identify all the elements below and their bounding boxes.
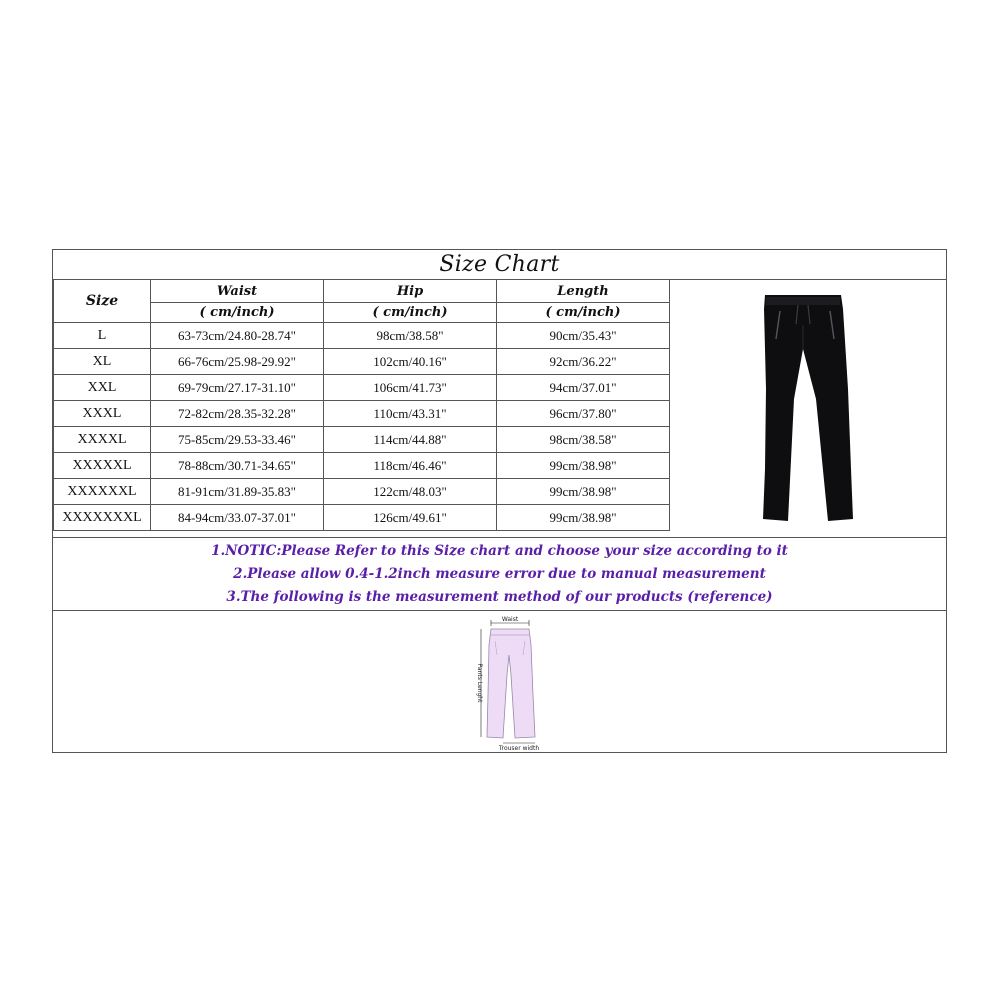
measurement-diagram xyxy=(463,615,563,751)
waist-cell: 75-85cm/29.53-33.46" xyxy=(151,427,324,453)
length-cell: 99cm/38.98" xyxy=(497,505,670,531)
unit-hip: ( cm/inch) xyxy=(324,303,497,323)
size-cell: XXXXXXXL xyxy=(54,505,151,531)
hip-cell: 122cm/48.03" xyxy=(324,479,497,505)
table-row xyxy=(54,323,670,349)
header-hip: Hip xyxy=(324,280,497,303)
length-cell: 96cm/37.80" xyxy=(497,401,670,427)
header-waist: Waist xyxy=(151,280,324,303)
size-cell: XXXXL xyxy=(54,427,151,453)
unit-length: ( cm/inch) xyxy=(497,303,670,323)
chart-title: Size Chart xyxy=(53,250,946,280)
unit-waist: ( cm/inch) xyxy=(151,303,324,323)
hip-cell: 110cm/43.31" xyxy=(324,401,497,427)
diagram-waist-label: Waist xyxy=(501,616,519,623)
length-cell: 98cm/38.58" xyxy=(497,427,670,453)
hip-cell: 114cm/44.88" xyxy=(324,427,497,453)
waist-cell: 72-82cm/28.35-32.28" xyxy=(151,401,324,427)
length-cell: 90cm/35.43" xyxy=(497,323,670,349)
hip-cell: 126cm/49.61" xyxy=(324,505,497,531)
waist-cell: 63-73cm/24.80-28.74" xyxy=(151,323,324,349)
table-row xyxy=(54,453,670,479)
diagram-width-label: Trouser width xyxy=(498,745,540,751)
table-row xyxy=(54,375,670,401)
note-2: 2.Please allow 0.4-1.2inch measure error due to manual measurement xyxy=(233,566,766,582)
length-cell: 99cm/38.98" xyxy=(497,479,670,505)
table-row xyxy=(54,427,670,453)
diagram-length-label: Pants Lenght xyxy=(476,663,483,703)
size-cell: XXL xyxy=(54,375,151,401)
size-cell: XL xyxy=(54,349,151,375)
waist-cell: 69-79cm/27.17-31.10" xyxy=(151,375,324,401)
note-1: 1.NOTIC:Please Refer to this Size chart and choose your size according to it xyxy=(211,543,788,559)
size-cell: XXXXXL xyxy=(54,453,151,479)
waist-cell: 78-88cm/30.71-34.65" xyxy=(151,453,324,479)
size-cell: XXXXXXL xyxy=(54,479,151,505)
waist-cell: 81-91cm/31.89-35.83" xyxy=(151,479,324,505)
table-row xyxy=(54,349,670,375)
waist-cell: 84-94cm/33.07-37.01" xyxy=(151,505,324,531)
hip-cell: 98cm/38.58" xyxy=(324,323,497,349)
size-chart-sheet xyxy=(52,249,947,753)
hip-cell: 102cm/40.16" xyxy=(324,349,497,375)
length-cell: 92cm/36.22" xyxy=(497,349,670,375)
length-cell: 94cm/37.01" xyxy=(497,375,670,401)
length-cell: 99cm/38.98" xyxy=(497,453,670,479)
size-cell: L xyxy=(54,323,151,349)
size-table xyxy=(53,279,670,531)
header-length: Length xyxy=(497,280,670,303)
hip-cell: 106cm/41.73" xyxy=(324,375,497,401)
hip-cell: 118cm/46.46" xyxy=(324,453,497,479)
notes-section xyxy=(53,537,946,611)
note-3: 3.The following is the measurement method of our products (reference) xyxy=(226,589,773,605)
table-row xyxy=(54,479,670,505)
pants-outline-icon xyxy=(487,629,535,738)
header-size: Size xyxy=(54,280,151,323)
size-cell: XXXL xyxy=(54,401,151,427)
table-row xyxy=(54,401,670,427)
pants-icon xyxy=(670,279,946,536)
waist-cell: 66-76cm/25.98-29.92" xyxy=(151,349,324,375)
table-row xyxy=(54,505,670,531)
product-photo xyxy=(670,279,946,536)
